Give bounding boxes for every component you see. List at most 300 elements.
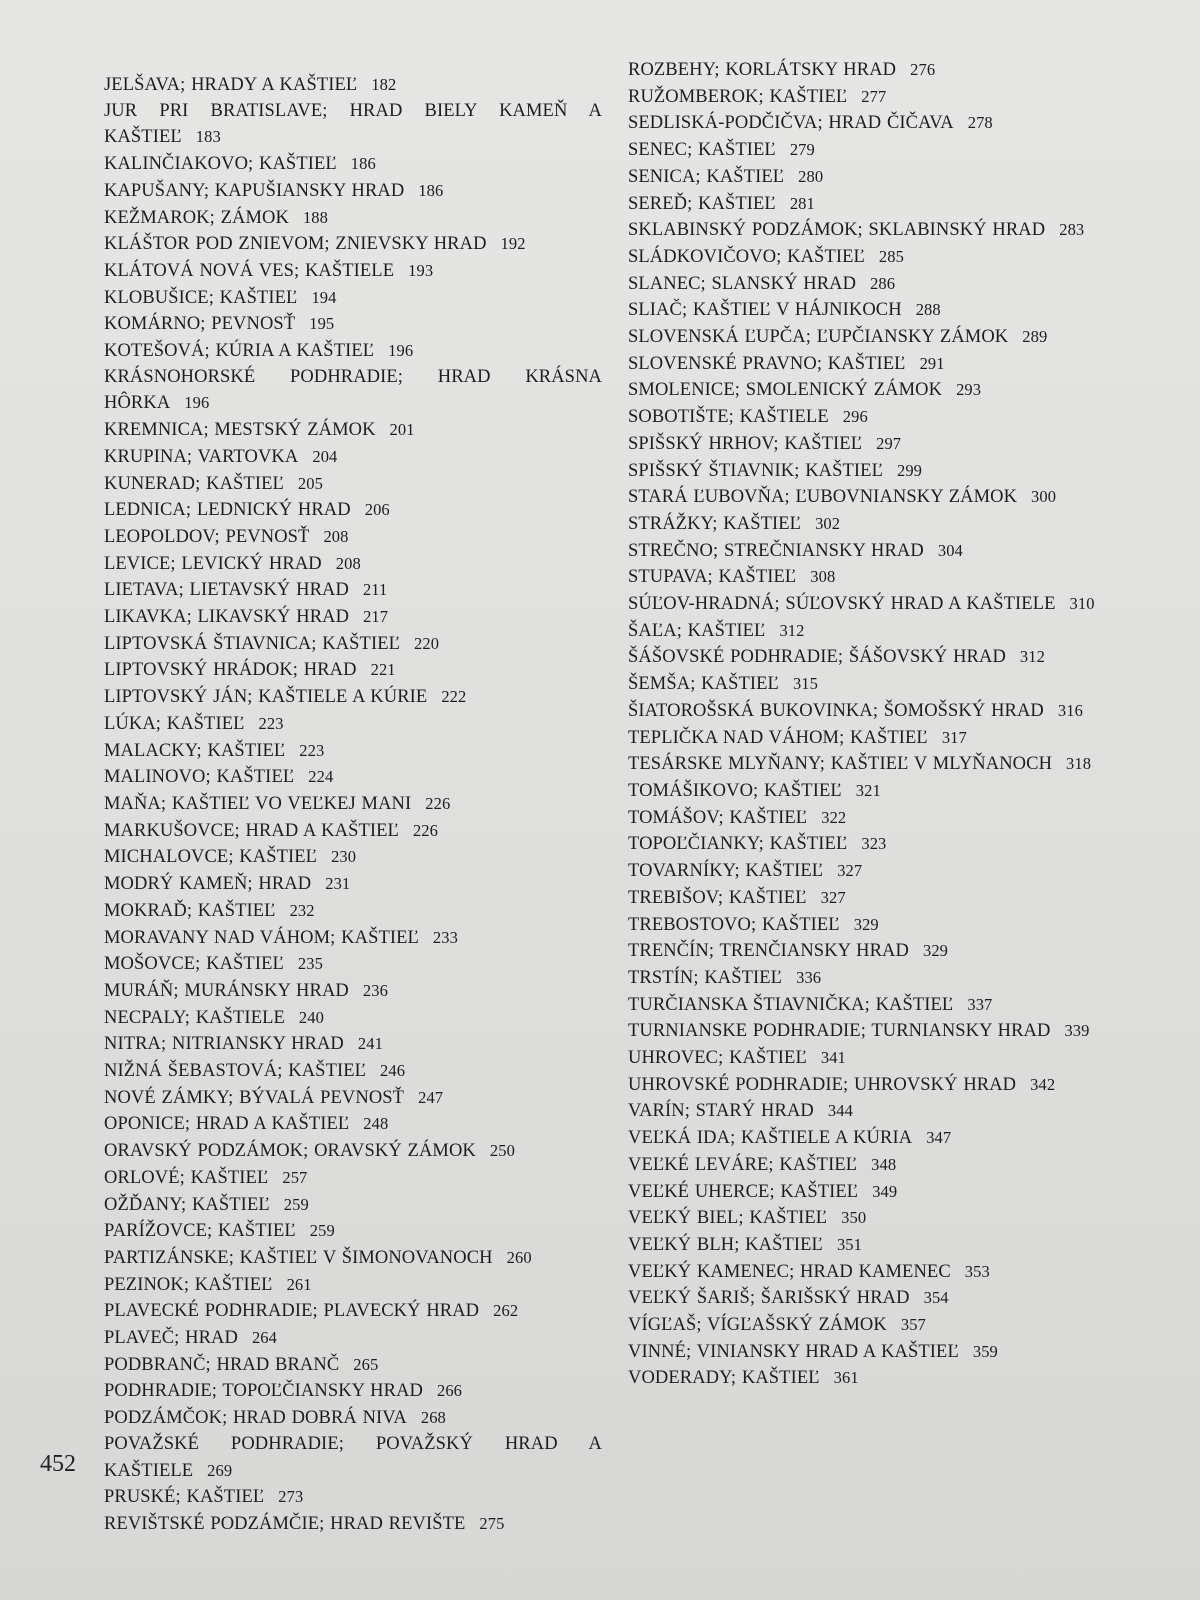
index-entry (104, 1111, 602, 1138)
index-entry-name: VEĽKÝ ŠARIŠ; ŠARIŠSKÝ HRAD (628, 1288, 910, 1309)
index-entry (104, 444, 602, 471)
index-entry-page: 193 (408, 260, 434, 280)
index-entry-page: 293 (956, 380, 982, 400)
index-entry-name: KRUPINA; VARTOVKA (104, 446, 299, 467)
index-entry (628, 1152, 1136, 1179)
index-entry-name: SKLABINSKÝ PODZÁMOK; SKLABINSKÝ HRAD (628, 220, 1046, 241)
index-entry-page: 240 (298, 1007, 324, 1027)
index-column-right (628, 57, 1136, 1392)
index-entry-page: 264 (251, 1328, 278, 1348)
index-entry-name: TEPLIČKA NAD VÁHOM; KAŠTIEĽ (628, 727, 928, 748)
index-entry-page: 206 (364, 500, 390, 520)
index-entry (104, 1272, 602, 1299)
index-entry-page: 279 (789, 140, 815, 160)
index-entry-page: 312 (1019, 647, 1045, 667)
index-entry-page: 317 (941, 727, 967, 747)
index-entry-page: 322 (821, 807, 847, 827)
index-entry (104, 898, 602, 925)
index-entry (104, 791, 602, 818)
index-entry (104, 978, 602, 1005)
index-entry (628, 164, 1136, 191)
index-entry (104, 1245, 602, 1272)
index-entry-page: 289 (1022, 327, 1048, 347)
index-entry-page: 186 (418, 180, 444, 200)
index-entry (104, 258, 602, 285)
index-entry (628, 992, 1136, 1019)
index-entry (628, 458, 1136, 485)
index-entry-page: 236 (362, 980, 388, 1000)
index-entry (104, 72, 602, 99)
index-entry-page: 348 (871, 1154, 897, 1174)
index-entry-name: SENEC; KAŠTIEĽ (628, 140, 776, 161)
index-entry (628, 805, 1136, 832)
index-entry-name: KRÁSNOHORSKÉ PODHRADIE; HRAD KRÁSNA HÔRKA (104, 366, 602, 414)
index-entry-name: NIŽNÁ ŠEBASTOVÁ; KAŠTIEĽ (104, 1061, 367, 1082)
index-entry-page: 316 (1057, 700, 1083, 720)
index-entry-name: VARÍN; STARÝ HRAD (628, 1101, 814, 1122)
index-entry (628, 1125, 1136, 1152)
index-entry-name: MOŠOVCE; KAŠTIEĽ (104, 954, 284, 975)
index-entry (104, 657, 602, 684)
index-entry-page: 353 (964, 1261, 990, 1281)
index-entry (628, 137, 1136, 164)
index-entry (104, 1005, 602, 1032)
index-entry-name: TREBIŠOV; KAŠTIEĽ (628, 887, 807, 908)
index-entry-page: 347 (926, 1128, 952, 1148)
index-entry-page: 285 (878, 246, 904, 266)
index-entry-name: KREMNICA; MESTSKÝ ZÁMOK (104, 420, 376, 441)
index-entry-name: REVIŠTSKÉ PODZÁMČIE; HRAD REVIŠTE (104, 1513, 466, 1534)
index-entry-page: 357 (900, 1315, 926, 1335)
index-entry (104, 497, 602, 524)
index-entry-name: MORAVANY NAD VÁHOM; KAŠTIEĽ (104, 927, 419, 948)
index-entry (628, 324, 1136, 351)
index-entry-page: 217 (363, 607, 389, 627)
index-entry (104, 1165, 602, 1192)
index-entry-page: 354 (923, 1288, 949, 1308)
index-entry-page: 296 (842, 407, 868, 427)
index-entry (104, 1031, 602, 1058)
index-entry-name: SLOVENSKÉ PRAVNO; KAŠTIEĽ (628, 353, 906, 374)
index-entry-page: 188 (302, 207, 328, 227)
index-entry (628, 938, 1136, 965)
index-entry-page: 250 (489, 1141, 515, 1161)
index-entry (104, 1138, 602, 1165)
index-entry-name: KOTEŠOVÁ; KÚRIA A KAŠTIEĽ (104, 341, 375, 362)
index-entry (104, 1218, 602, 1245)
index-entry-name: UHROVEC; KAŠTIEĽ (628, 1048, 807, 1069)
index-entry (628, 1312, 1136, 1339)
index-entry-name: KLOBUŠICE; KAŠTIEĽ (104, 287, 298, 308)
index-entry (628, 644, 1136, 671)
index-entry (104, 338, 602, 365)
index-entry-page: 329 (922, 941, 949, 961)
index-entry-name: SÚĽOV-HRADNÁ; SÚĽOVSKÝ HRAD A KAŠTIELE (628, 594, 1056, 615)
index-entry-name: MOKRAĎ; KAŠTIEĽ (104, 900, 276, 921)
index-entry-name: LIPTOVSKÁ ŠTIAVNICA; KAŠTIEĽ (104, 633, 401, 654)
index-entry (104, 1405, 602, 1432)
index-entry-page: 186 (350, 154, 376, 174)
index-entry-page: 280 (798, 166, 824, 186)
index-entry-page: 205 (297, 473, 323, 493)
index-entry-name: JUR PRI BRATISLAVE; HRAD BIELY KAMEŇ A KAŠTIEĽ (104, 100, 602, 148)
index-entry (628, 778, 1136, 805)
index-entry (104, 925, 602, 952)
index-entry (104, 1352, 602, 1379)
index-entry (628, 618, 1136, 645)
index-entry-page: 300 (1031, 487, 1057, 507)
index-entry-name: SEREĎ; KAŠTIEĽ (628, 193, 776, 214)
index-entry (104, 871, 602, 898)
index-entry-name: LÚKA; KAŠTIEĽ (104, 713, 245, 734)
index-entry-name: KALINČIAKOVO; KAŠTIEĽ (104, 154, 337, 175)
index-entry (628, 57, 1136, 84)
index-entry-name: TREBOSTOVO; KAŠTIEĽ (628, 914, 840, 935)
index-entry-page: 312 (779, 620, 805, 640)
index-entry (628, 671, 1136, 698)
index-entry-name: PODHRADIE; TOPOĽČIANSKY HRAD (104, 1381, 423, 1402)
index-entry-name: VEĽKÝ BIEL; KAŠTIEĽ (628, 1208, 828, 1229)
index-entry-name: ORLOVÉ; KAŠTIEĽ (104, 1167, 269, 1188)
index-entry (628, 110, 1136, 137)
index-entry-name: PRUSKÉ; KAŠTIEĽ (104, 1487, 265, 1508)
index-entry-page: 257 (282, 1167, 308, 1187)
index-entry-page: 232 (289, 900, 315, 920)
index-entry-page: 344 (827, 1101, 853, 1121)
index-entry-page: 230 (331, 847, 357, 867)
index-entry (104, 951, 602, 978)
index-entry-name: STARÁ ĽUBOVŇA; ĽUBOVNIANSKY ZÁMOK (628, 487, 1018, 508)
index-entry-page: 281 (789, 193, 815, 213)
index-entry (628, 1072, 1136, 1099)
index-entry-page: 359 (972, 1341, 998, 1361)
index-entry-name: PARÍŽOVCE; KAŠTIEĽ (104, 1221, 296, 1242)
index-entry-page: 211 (362, 580, 388, 600)
index-entry (628, 244, 1136, 271)
index-entry (104, 99, 602, 151)
index-entry-page: 337 (967, 994, 993, 1014)
index-entry (628, 698, 1136, 725)
index-entry-page: 291 (919, 353, 945, 373)
index-entry (628, 271, 1136, 298)
index-entry-name: VEĽKÝ KAMENEC; HRAD KAMENEC (628, 1261, 951, 1282)
index-entry-page: 223 (299, 740, 325, 760)
index-entry-page: 283 (1059, 220, 1085, 240)
index-entry-page: 288 (915, 300, 941, 320)
index-entry-name: MODRÝ KAMEŇ; HRAD (104, 874, 312, 895)
index-entry (104, 684, 602, 711)
index-entry-name: LIPTOVSKÝ HRÁDOK; HRAD (104, 660, 357, 681)
index-entry-name: KUNERAD; KAŠTIEĽ (104, 473, 284, 494)
index-entry-name: ORAVSKÝ PODZÁMOK; ORAVSKÝ ZÁMOK (104, 1141, 476, 1162)
index-entry-name: TURNIANSKE PODHRADIE; TURNIANSKY HRAD (628, 1021, 1051, 1042)
index-entry-name: LEVICE; LEVICKÝ HRAD (104, 553, 322, 574)
index-entry (104, 711, 602, 738)
index-entry-page: 204 (312, 446, 338, 466)
index-entry (628, 1098, 1136, 1125)
index-entry (628, 404, 1136, 431)
index-entry (628, 377, 1136, 404)
index-entry (104, 1325, 602, 1352)
index-entry-page: 196 (184, 393, 210, 413)
index-entry-name: TRENČÍN; TRENČIANSKY HRAD (628, 941, 909, 962)
index-entry-name: TOMÁŠIKOVO; KAŠTIEĽ (628, 780, 842, 801)
index-entry-page: 327 (820, 887, 846, 907)
index-entry-page: 297 (876, 433, 902, 453)
index-entry-name: KEŽMAROK; ZÁMOK (104, 207, 289, 228)
index-entry-name: SPIŠSKÝ HRHOV; KAŠTIEĽ (628, 433, 863, 454)
index-entry-name: TOMÁŠOV; KAŠTIEĽ (628, 807, 808, 828)
index-entry-page: 268 (420, 1408, 446, 1428)
index-entry (628, 351, 1136, 378)
index-entry (628, 965, 1136, 992)
index-entry (104, 178, 602, 205)
index-entry-name: SLÁDKOVIČOVO; KAŠTIEĽ (628, 246, 865, 267)
index-entry-page: 195 (309, 314, 335, 334)
index-entry (104, 604, 602, 631)
index-entry (104, 818, 602, 845)
index-entry-page: 276 (910, 60, 936, 79)
index-entry (104, 1058, 602, 1085)
index-entry-name: LIPTOVSKÝ JÁN; KAŠTIELE A KÚRIE (104, 687, 428, 708)
index-entry (628, 1045, 1136, 1072)
index-entry-name: SEDLISKÁ-PODČIČVA; HRAD ČIČAVA (628, 113, 954, 134)
index-entry-page: 196 (388, 341, 414, 361)
index-entry (104, 577, 602, 604)
index-entry-name: PEZINOK; KAŠTIEĽ (104, 1274, 273, 1295)
index-entry-name: SLIAČ; KAŠTIEĽ V HÁJNIKOCH (628, 300, 902, 321)
index-entry-name: NECPALY; KAŠTIELE (104, 1007, 285, 1028)
index-entry-page: 235 (297, 954, 323, 974)
index-entry (104, 205, 602, 232)
index-entry (628, 751, 1136, 778)
index-entry (628, 1205, 1136, 1232)
index-entry-name: OPONICE; HRAD A KAŠTIEĽ (104, 1114, 350, 1135)
index-entry (628, 1339, 1136, 1366)
index-entry-name: KLÁŠTOR POD ZNIEVOM; ZNIEVSKY HRAD (104, 234, 487, 255)
index-entry-page: 246 (380, 1061, 406, 1081)
index-entry-name: OŽĎANY; KAŠTIEĽ (104, 1194, 270, 1215)
index-entry-page: 247 (418, 1087, 444, 1107)
index-entry-name: PARTIZÁNSKE; KAŠTIEĽ V ŠIMONOVANOCH (104, 1247, 493, 1268)
index-entry-page: 226 (425, 793, 451, 813)
index-entry (104, 417, 602, 444)
index-entry-name: ŠEMŠA; KAŠTIEĽ (628, 674, 779, 695)
index-entry-name: NITRA; NITRIANSKY HRAD (104, 1034, 344, 1055)
index-entry-page: 277 (861, 86, 887, 106)
index-entry (104, 1085, 602, 1112)
index-entry-name: SPIŠSKÝ ŠTIAVNIK; KAŠTIEĽ (628, 460, 883, 481)
page-number: 452 (40, 1451, 76, 1477)
index-entry-page: 259 (283, 1194, 309, 1214)
index-entry-page: 349 (872, 1181, 898, 1201)
index-entry-page: 361 (833, 1368, 859, 1388)
index-entry-name: ŠAĽA; KAŠTIEĽ (628, 620, 766, 641)
index-entry (628, 191, 1136, 218)
index-entry-name: VÍGĽAŠ; VÍGĽAŠSKÝ ZÁMOK (628, 1315, 887, 1336)
index-entry-name: UHROVSKÉ PODHRADIE; UHROVSKÝ HRAD (628, 1074, 1017, 1095)
index-entry-name: MURÁŇ; MURÁNSKY HRAD (104, 980, 349, 1001)
index-entry-page: 265 (353, 1354, 379, 1374)
index-entry-name: VODERADY; KAŠTIEĽ (628, 1368, 820, 1389)
index-entry-name: MALACKY; KAŠTIEĽ (104, 740, 286, 761)
index-entry (104, 311, 602, 338)
index-entry (104, 1192, 602, 1219)
index-entry-page: 260 (506, 1247, 532, 1267)
index-entry-name: SLANEC; SLANSKÝ HRAD (628, 273, 857, 294)
index-entry-page: 329 (853, 914, 879, 934)
index-entry-name: SOBOTIŠTE; KAŠTIELE (628, 407, 829, 428)
index-entry-name: KLÁTOVÁ NOVÁ VES; KAŠTIELE (104, 260, 395, 281)
index-entry (628, 885, 1136, 912)
index-entry (628, 725, 1136, 752)
index-entry-name: NOVÉ ZÁMKY; BÝVALÁ PEVNOSŤ (104, 1087, 405, 1108)
index-entry-page: 233 (432, 927, 458, 947)
index-entry-page: 336 (796, 967, 822, 987)
index-entry-name: VEĽKÉ UHERCE; KAŠTIEĽ (628, 1181, 859, 1202)
index-entry-page: 318 (1066, 754, 1092, 774)
index-entry (628, 1179, 1136, 1206)
index-entry (628, 297, 1136, 324)
index-entry-name: LIETAVA; LIETAVSKÝ HRAD (104, 580, 349, 601)
index-entry (628, 1018, 1136, 1045)
index-entry-page: 208 (323, 526, 349, 546)
index-entry-page: 286 (870, 273, 896, 293)
index-entry-name: PODZÁMČOK; HRAD DOBRÁ NIVA (104, 1408, 407, 1429)
index-entry-name: SLOVENSKÁ ĽUPČA; ĽUPČIANSKY ZÁMOK (628, 327, 1009, 348)
index-entry-name: ROZBEHY; KORLÁTSKY HRAD (628, 60, 897, 80)
index-entry-name: LIKAVKA; LIKAVSKÝ HRAD (104, 607, 350, 628)
index-entry-page: 302 (815, 513, 841, 533)
index-entry-page: 231 (325, 874, 351, 894)
index-entry (628, 831, 1136, 858)
index-entry-page: 221 (370, 660, 396, 680)
index-entry (104, 365, 602, 417)
index-entry (104, 844, 602, 871)
index-entry-page: 223 (258, 713, 284, 733)
index-entry-page: 341 (820, 1048, 846, 1068)
index-entry (104, 764, 602, 791)
index-entry-page: 248 (363, 1114, 389, 1134)
index-entry (628, 1365, 1136, 1392)
index-entry-name: LEOPOLDOV; PEVNOSŤ (104, 526, 310, 547)
index-entry-page: 273 (278, 1487, 304, 1507)
index-entry-page: 224 (308, 767, 334, 787)
index-entry-page: 208 (335, 553, 361, 573)
index-entry-page: 261 (286, 1274, 312, 1294)
index-entry-name: TOPOĽČIANKY; KAŠTIEĽ (628, 834, 848, 855)
index-entry-page: 241 (357, 1034, 383, 1054)
index-entry-name: ŠIATOROŠSKÁ BUKOVINKA; ŠOMOŠSKÝ HRAD (628, 700, 1044, 721)
index-entry-page: 262 (493, 1301, 519, 1321)
index-entry (628, 1285, 1136, 1312)
index-entry-name: STREČNO; STREČNIANSKY HRAD (628, 540, 924, 561)
index-entry-name: LEDNICA; LEDNICKÝ HRAD (104, 500, 351, 521)
index-entry-name: STRÁŽKY; KAŠTIEĽ (628, 513, 802, 534)
index-entry (628, 1232, 1136, 1259)
index-entry (628, 484, 1136, 511)
index-entry-page: 350 (841, 1208, 867, 1228)
index-entry (628, 217, 1136, 244)
index-entry-page: 192 (500, 234, 526, 254)
index-entry (628, 858, 1136, 885)
index-entry (104, 1378, 602, 1405)
index-entry (628, 591, 1136, 618)
index-entry-name: PLAVEČ; HRAD (104, 1328, 238, 1349)
index-entry-page: 308 (810, 567, 836, 587)
index-entry-page: 222 (441, 687, 467, 707)
index-entry (628, 1259, 1136, 1286)
index-entry (628, 564, 1136, 591)
index-entry-name: KAPUŠANY; KAPUŠIANSKY HRAD (104, 180, 405, 201)
index-entry-name: POVAŽSKÉ PODHRADIE; POVAŽSKÝ HRAD A KAŠTIELE (104, 1433, 602, 1481)
index-entry-name: VEĽKÝ BLH; KAŠTIEĽ (628, 1234, 823, 1255)
index-entry-page: 226 (412, 820, 439, 840)
index-entry (104, 1511, 602, 1538)
index-entry-name: TESÁRSKE MLYŇANY; KAŠTIEĽ V MLYŇANOCH (628, 754, 1053, 775)
index-entry (628, 511, 1136, 538)
index-entry-page: 351 (836, 1234, 863, 1254)
index-entry-name: SENICA; KAŠTIEĽ (628, 166, 785, 187)
index-entry-page: 201 (389, 420, 415, 440)
index-entry-name: ŠÁŠOVSKÉ PODHRADIE; ŠÁŠOVSKÝ HRAD (628, 647, 1006, 668)
index-entry-page: 342 (1030, 1074, 1056, 1094)
index-entry (104, 551, 602, 578)
index-entry-name: JELŠAVA; HRADY A KAŠTIEĽ (104, 75, 358, 95)
index-entry-name: KOMÁRNO; PEVNOSŤ (104, 314, 296, 335)
index-entry (104, 1484, 602, 1511)
index-entry-page: 327 (837, 861, 863, 881)
index-entry (104, 151, 602, 178)
index-entry-page: 259 (309, 1221, 335, 1241)
index-entry-page: 194 (311, 287, 337, 307)
index-entry-page: 321 (855, 780, 881, 800)
index-entry-name: MAŇA; KAŠTIEĽ VO VEĽKEJ MANI (104, 793, 412, 814)
index-entry-page: 299 (896, 460, 923, 480)
index-entry (104, 738, 602, 765)
index-entry-page: 339 (1064, 1021, 1090, 1041)
index-entry-page: 183 (195, 127, 221, 147)
index-entry (104, 524, 602, 551)
index-entry-page: 304 (937, 540, 963, 560)
index-column-left (104, 72, 602, 1538)
index-entry-page: 275 (479, 1513, 505, 1533)
index-entry-name: TOVARNÍKY; KAŠTIEĽ (628, 861, 824, 882)
index-entry (104, 631, 602, 658)
index-entry-name: MARKUŠOVCE; HRAD A KAŠTIEĽ (104, 820, 399, 841)
index-entry-name: VEĽKÁ IDA; KAŠTIELE A KÚRIA (628, 1128, 913, 1149)
index-entry-name: PODBRANČ; HRAD BRANČ (104, 1354, 340, 1375)
index-entry-name: VEĽKÉ LEVÁRE; KAŠTIEĽ (628, 1154, 858, 1175)
index-entry-name: RUŽOMBEROK; KAŠTIEĽ (628, 86, 848, 107)
index-entry-name: MICHALOVCE; KAŠTIEĽ (104, 847, 318, 868)
index-entry-page: 315 (792, 674, 818, 694)
index-entry-name: VINNÉ; VINIANSKY HRAD A KAŠTIEĽ (628, 1341, 959, 1362)
index-entry-page: 220 (414, 633, 440, 653)
index-entry-name: PLAVECKÉ PODHRADIE; PLAVECKÝ HRAD (104, 1301, 480, 1322)
index-entry (628, 538, 1136, 565)
index-entry-name: TURČIANSKA ŠTIAVNIČKA; KAŠTIEĽ (628, 994, 954, 1015)
index-entry-name: MALINOVO; KAŠTIEĽ (104, 767, 295, 788)
index-entry-page: 182 (371, 75, 397, 94)
index-entry-name: TRSTÍN; KAŠTIEĽ (628, 967, 783, 988)
index-entry (104, 1298, 602, 1325)
index-entry (104, 1432, 602, 1484)
index-entry-page: 278 (967, 113, 993, 133)
index-entry (628, 84, 1136, 111)
index-entry-page: 266 (436, 1381, 463, 1401)
index-entry-name: SMOLENICE; SMOLENICKÝ ZÁMOK (628, 380, 943, 401)
